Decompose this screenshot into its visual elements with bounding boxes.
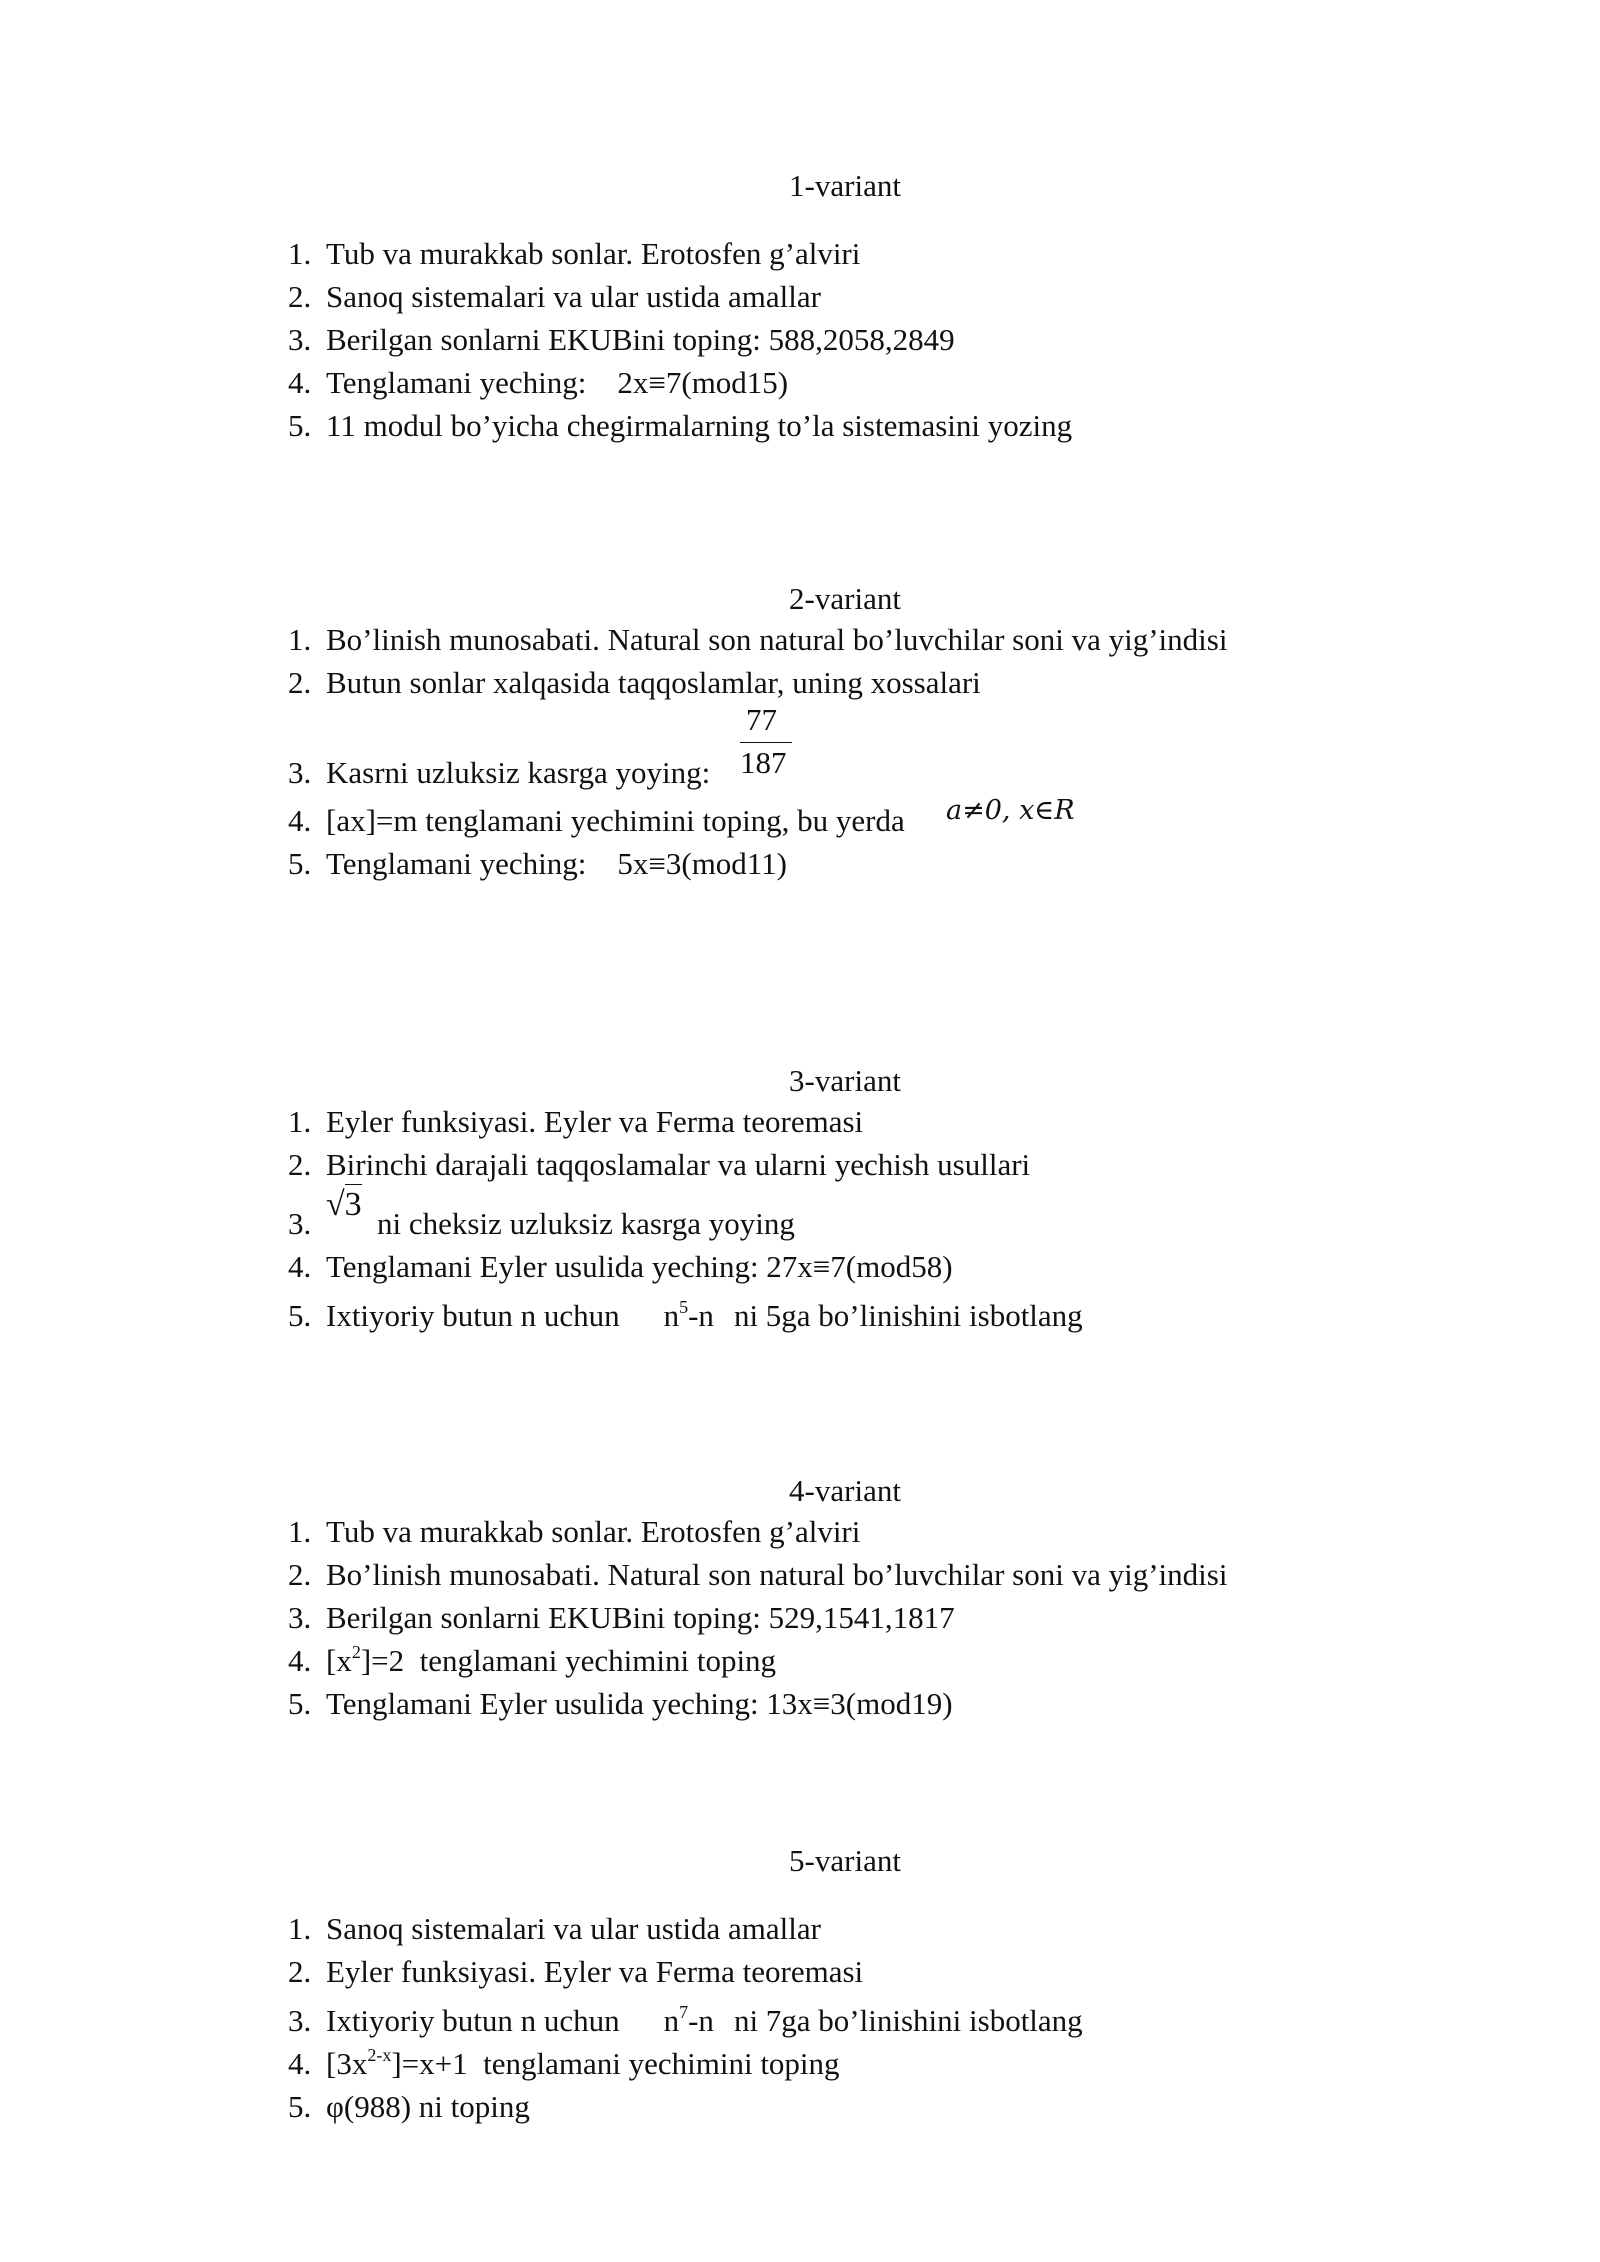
v1-item-4: 4. Tenglamani yeching: 2x≡7(mod15)	[288, 365, 789, 400]
sqrt-radicand: 3	[344, 1186, 362, 1223]
fraction-77-187	[740, 704, 796, 778]
v4-item-4: 4. $[x^2]=2$ tenglamani yechimini toping	[288, 1642, 777, 1678]
fraction-denominator: 187	[740, 745, 787, 780]
variant-3-title: 3-variant	[789, 1063, 901, 1098]
v1-item-1: 1. Tub va murakkab sonlar. Erotosfen g’alviri	[288, 236, 861, 271]
fraction-numerator: 77	[746, 702, 777, 737]
v5-item-5: 5. φ(988) ni toping	[288, 2089, 530, 2124]
v2-item-5: 5. Tenglamani yeching: 5x≡3(mod11)	[288, 846, 787, 881]
v2-item-3: 3. Kasrni uzluksiz kasrga yoying:	[288, 755, 711, 790]
v4-item-2: 2. Bo’linish munosabati. Natural son natural bo’luvchilar soni va yig’indisi	[288, 1557, 1228, 1592]
v1-item-5: 5. 11 modul bo’yicha chegirmalarning to’la sistemasini yozing	[288, 408, 1073, 443]
v3-item-4: 4. Tenglamani Eyler usulida yeching: 27x≡7(mod58)	[288, 1249, 953, 1284]
v2-item-1: 1. Bo’linish munosabati. Natural son natural bo’luvchilar soni va yig’indisi	[288, 622, 1228, 657]
v4-item-3: 3. Berilgan sonlarni EKUBini toping: 529,1541,1817	[288, 1600, 955, 1635]
v3-item-1: 1. Eyler funksiyasi. Eyler va Ferma teoremasi	[288, 1104, 864, 1139]
v1-item-3: 3. Berilgan sonlarni EKUBini toping: 588,2058,2849	[288, 322, 955, 357]
fraction-bar	[740, 742, 792, 743]
v5-item-2: 2. Eyler funksiyasi. Eyler va Ferma teoremasi	[288, 1954, 864, 1989]
v4-item-5: 5. Tenglamani Eyler usulida yeching: 13x≡3(mod19)	[288, 1686, 953, 1721]
v5-item-3: 3. Ixtiyoriy butun n uchun $n^7-n$ ni 7ga bo’linishini isbotlang	[288, 2002, 1083, 2038]
variant-1-title: 1-variant	[789, 168, 901, 203]
variant-5-title: 5-variant	[789, 1843, 901, 1878]
v2-item-2: 2. Butun sonlar xalqasida taqqoslamlar, uning xossalari	[288, 665, 981, 700]
v5-item-4: 4. $[3x^{2-x}]=x+1$ tenglamani yechimini toping	[288, 2045, 840, 2081]
v3-item-3: 3.	[288, 1206, 312, 1241]
variant-4-title: 4-variant	[789, 1473, 901, 1508]
sqrt-3: √3	[326, 1186, 362, 1223]
condition-formula: a≠0, x∈R	[946, 795, 1075, 826]
v3-item-3-text: ni cheksiz uzluksiz kasrga yoying	[377, 1206, 795, 1241]
v3-item-5: 5. Ixtiyoriy butun n uchun $n^5-n$ ni 5ga bo’linishini isbotlang	[288, 1297, 1083, 1333]
v2-item-4: 4. [ax]=m tenglamani yechimini toping, bu yerda	[288, 803, 905, 838]
v1-item-2: 2. Sanoq sistemalari va ular ustida amallar	[288, 279, 821, 314]
v5-item-1: 1. Sanoq sistemalari va ular ustida amallar	[288, 1911, 821, 1946]
v4-item-1: 1. Tub va murakkab sonlar. Erotosfen g’alviri	[288, 1514, 861, 1549]
v3-item-2: 2. Birinchi darajali taqqoslamalar va ularni yechish usullari	[288, 1147, 1031, 1182]
variant-2-title: 2-variant	[789, 581, 901, 616]
